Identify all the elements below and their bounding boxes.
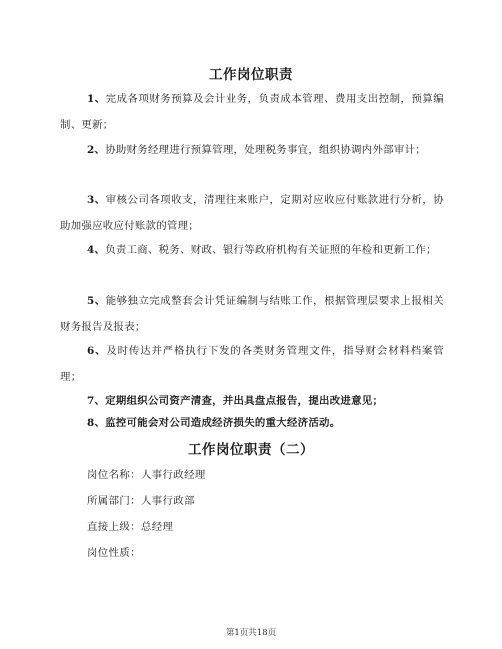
duty-item-2 — [60, 137, 444, 163]
section-title: 工作岗位职责 — [209, 67, 293, 83]
duty-item-6 — [60, 338, 444, 390]
duty-item-8 — [60, 410, 444, 436]
item-number: 1、 — [87, 93, 106, 105]
info-position-name: 岗位名称：人事行政经理 — [87, 469, 206, 481]
item-text: 定期组织公司资产清查，并出具盘点报告，提出改进意见； — [105, 395, 384, 407]
page-footer: 第1页共18页 — [225, 628, 277, 638]
item-text: 协助财务经理进行预算管理，处理税务事宜，组织协调内外部审计； — [105, 144, 426, 156]
duty-item-1 — [60, 86, 444, 138]
item-number: 8、 — [87, 417, 106, 429]
item-text: 及时传达并严格执行下发的各类财务管理文件，指导财会材料档案管理； — [60, 345, 444, 383]
item-number: 2、 — [87, 144, 106, 156]
item-text: 能够独立完成整套会计凭证编制与结账工作，根据管理层要求上报相关财务报告及报表； — [60, 295, 444, 333]
item-text: 监控可能会对公司造成经济损失的重大经济活动。 — [105, 417, 341, 429]
item-number: 3、 — [87, 194, 106, 206]
item-text: 负责工商、税务、财政、银行等政府机构有关证照的年检和更新工作； — [105, 244, 437, 256]
item-number: 4、 — [87, 244, 106, 256]
duty-item-5 — [60, 288, 444, 340]
duty-item-3 — [60, 187, 444, 239]
item-number: 6、 — [87, 345, 107, 357]
info-position-nature: 岗位性质： — [87, 547, 141, 559]
item-text: 完成各项财务预算及会计业务，负责成本管理、费用支出控制，预算编制、更新； — [60, 93, 444, 131]
info-direct-superior: 直接上级：总经理 — [87, 521, 174, 533]
item-number: 7、 — [87, 395, 106, 407]
info-department: 所属部门：人事行政部 — [87, 495, 195, 507]
section-title-2: 工作岗位职责（二） — [188, 442, 314, 458]
duty-item-4 — [60, 237, 444, 263]
item-number: 5、 — [87, 295, 106, 307]
item-text: 审核公司各项收支，清理往来账户，定期对应收应付账款进行分析，协助加强应收应付账款的管理； — [60, 194, 444, 232]
